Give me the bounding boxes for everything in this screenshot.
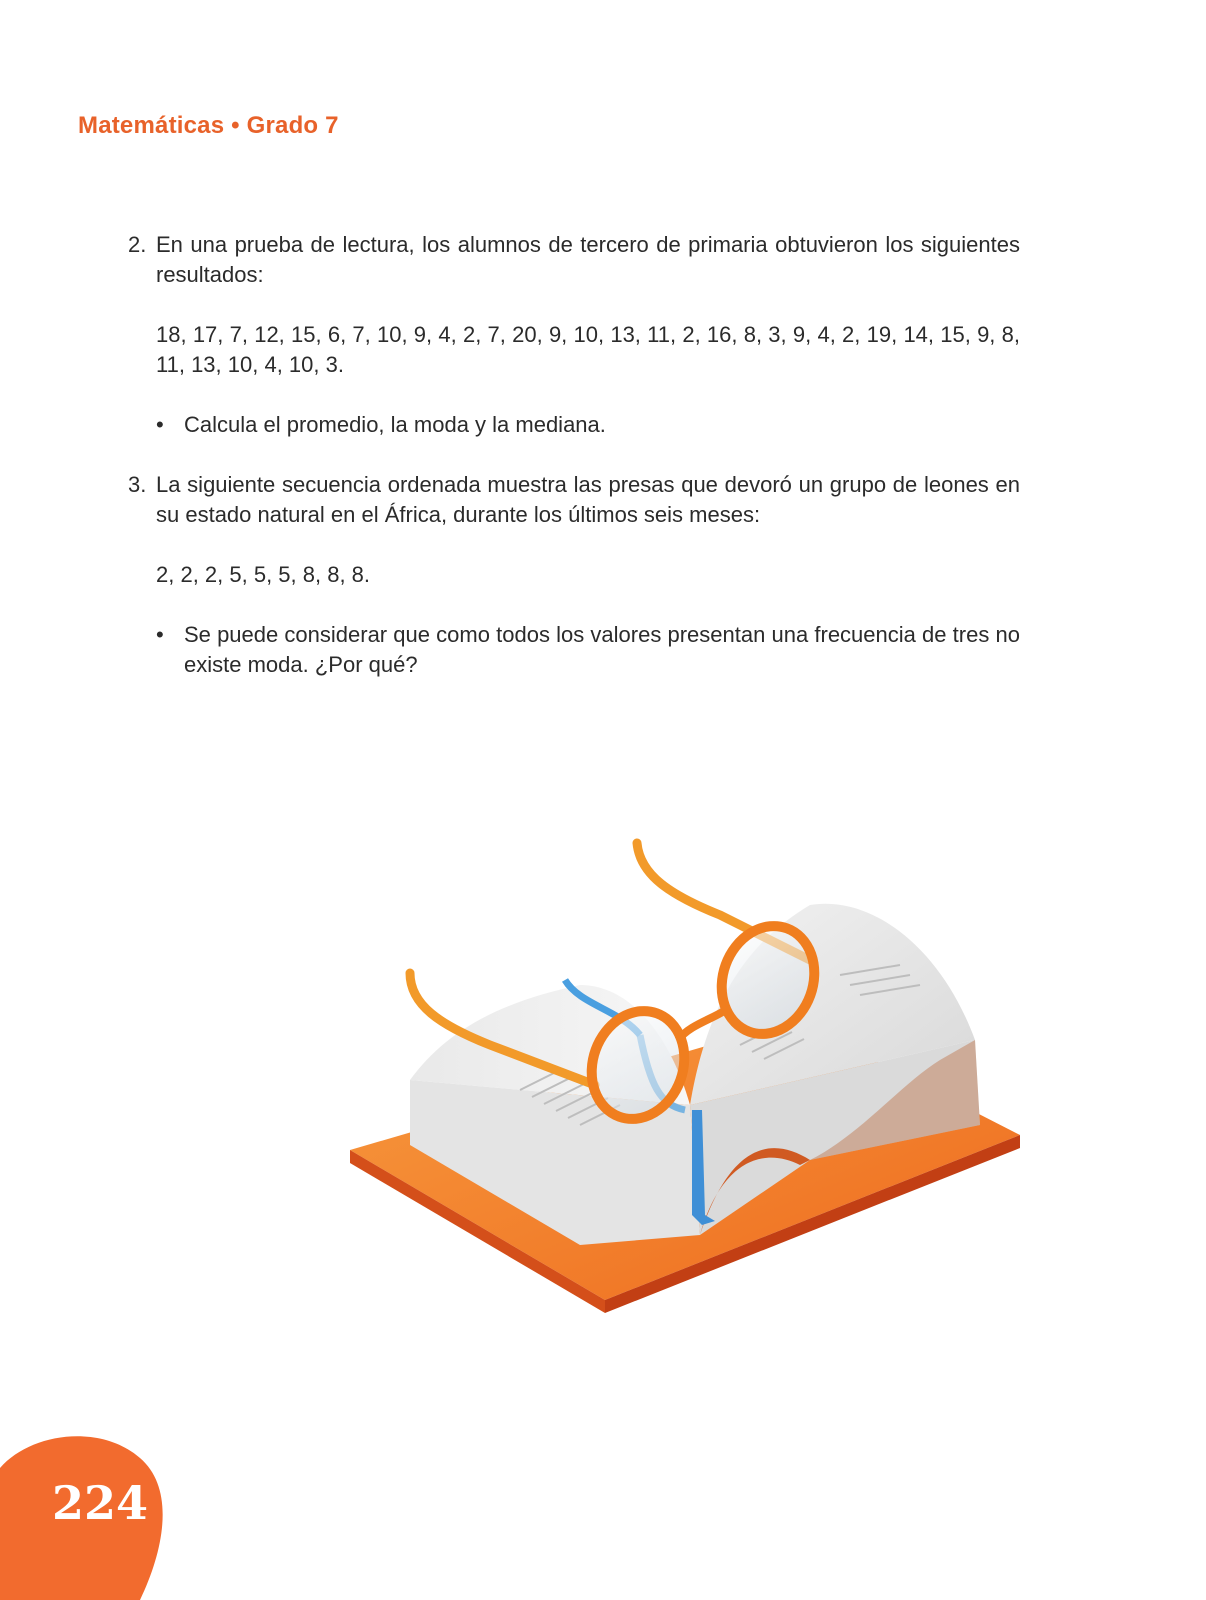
exercise-number: 2. (128, 232, 147, 257)
exercise-task: Se puede considerar que como todos los valores presentan una frecuencia de tres no existe moda. ¿Por qué? (184, 622, 1020, 677)
bullet-icon: • (156, 622, 164, 647)
page-number: 224 (52, 1476, 149, 1530)
exercise-2 (128, 230, 1020, 440)
exercise-3 (128, 470, 1020, 680)
exercise-number: 3. (128, 472, 147, 497)
exercise-statement: En una prueba de lectura, los alumnos de tercero de primaria obtuvieron los siguientes resultados: (156, 232, 1020, 287)
exercise-statement: La siguiente secuencia ordenada muestra las presas que devoró un grupo de leones en su estado natural en el África, durante los últimos seis meses: (156, 472, 1020, 527)
page-header: Matemáticas • Grado 7 (78, 112, 339, 139)
bullet-icon: • (156, 412, 164, 437)
exercise-task: Calcula el promedio, la moda y la mediana. (184, 412, 606, 437)
exercise-data: 18, 17, 7, 12, 15, 6, 7, 10, 9, 4, 2, 7, 20, 9, 10, 13, 11, 2, 16, 8, 3, 9, 4, 2, 19, 14, 15, 9, 8, 11, 13, 10, 4, 10, 3. (156, 322, 1020, 377)
exercise-list (128, 230, 1020, 680)
book-glasses-illustration (340, 835, 1040, 1325)
exercise-data: 2, 2, 2, 5, 5, 5, 8, 8, 8. (156, 562, 371, 587)
